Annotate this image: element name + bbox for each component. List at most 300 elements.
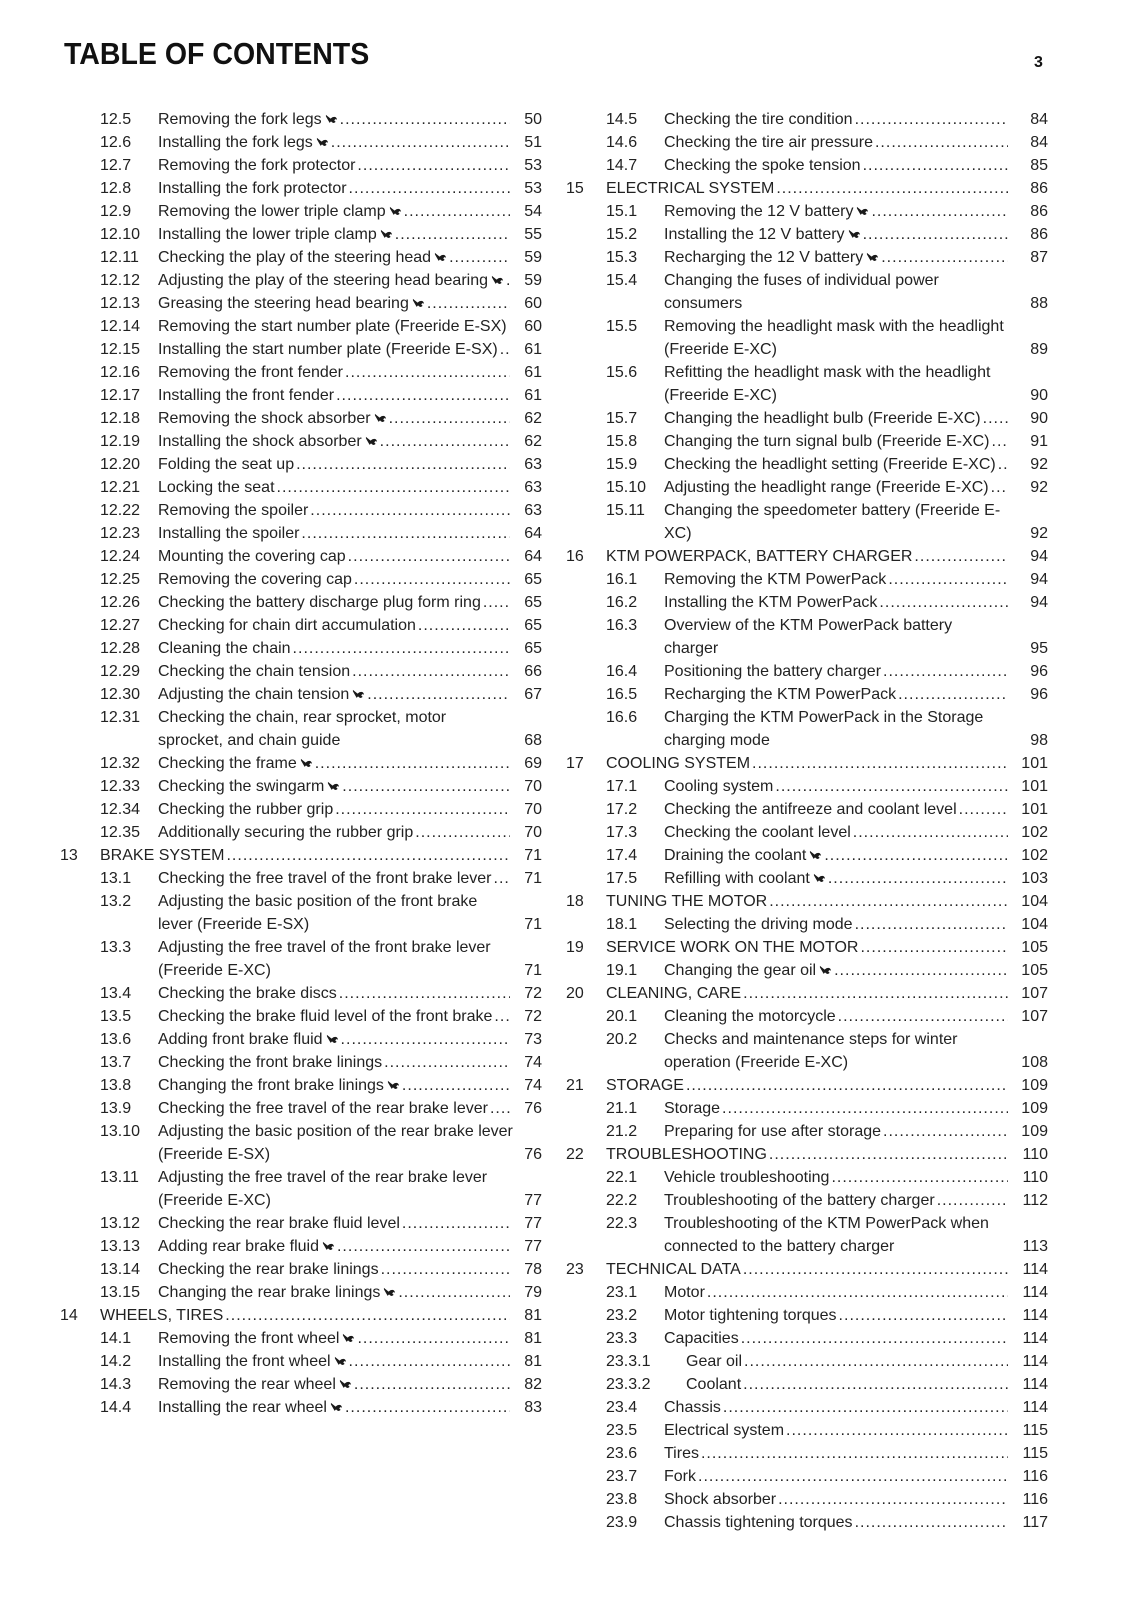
section-title: Fork	[664, 1468, 696, 1485]
toc-entry[interactable]	[566, 1396, 1048, 1419]
page-number: 3	[1034, 54, 1043, 71]
section-title: Checking the chain, rear sprocket, motor sprocket, and chain guide	[158, 709, 447, 749]
toc-entry[interactable]	[60, 1120, 542, 1166]
page-ref: 70	[524, 801, 542, 818]
toc-entry[interactable]	[566, 1304, 1048, 1327]
toc-entry[interactable]	[566, 430, 1048, 453]
section-title: Installing the front wheel	[158, 1350, 347, 1373]
wrench-icon	[380, 224, 393, 236]
section-title: Recharging the KTM PowerPack	[664, 686, 897, 703]
wrench-icon	[809, 845, 822, 857]
section-title: Removing the rear wheel	[158, 1373, 352, 1396]
section-title: Refitting the headlight mask with the headlight (Freeride E-XC)	[664, 364, 991, 404]
page-ref: 109	[1021, 1100, 1048, 1117]
toc-entry[interactable]	[566, 1511, 1048, 1534]
toc-entry[interactable]	[566, 154, 1048, 177]
dot-leader	[345, 361, 510, 384]
dot-leader	[341, 1028, 510, 1051]
section-number: 13.5	[100, 1008, 132, 1025]
section-number: 12.30	[100, 686, 141, 703]
dot-leader	[357, 154, 510, 177]
toc-entry[interactable]	[60, 292, 542, 315]
toc-entry[interactable]	[60, 1051, 542, 1074]
section-number: 23.7	[606, 1468, 638, 1485]
toc-entry[interactable]	[60, 200, 542, 223]
section-title: Removing the front wheel	[158, 1327, 355, 1350]
dot-leader	[490, 1097, 510, 1120]
section-number: 13.2	[100, 893, 132, 910]
toc-entry[interactable]	[60, 660, 542, 683]
toc-entry[interactable]	[60, 246, 542, 269]
section-title: Checking the rubber grip	[158, 801, 334, 818]
toc-entry[interactable]	[60, 177, 542, 200]
page-ref: 77	[524, 1238, 542, 1255]
dot-leader	[354, 568, 510, 591]
toc-entry[interactable]	[566, 844, 1048, 867]
page-ref: 65	[524, 594, 542, 611]
section-number: 19	[566, 939, 584, 956]
toc-entry[interactable]	[566, 1097, 1048, 1120]
page-ref: 70	[524, 824, 542, 841]
section-title: WHEELS, TIRES	[100, 1307, 224, 1324]
toc-entry[interactable]	[60, 1005, 542, 1028]
dot-leader	[824, 844, 1008, 867]
page-ref: 109	[1021, 1123, 1048, 1140]
page-ref: 88	[1030, 295, 1048, 312]
page-ref: 61	[524, 387, 542, 404]
toc-entry[interactable]	[566, 660, 1048, 683]
toc-entry[interactable]	[60, 1028, 542, 1051]
wrench-icon	[330, 1397, 343, 1409]
toc-entry[interactable]	[60, 361, 542, 384]
page-ref: 105	[1021, 939, 1048, 956]
toc-entry[interactable]	[566, 476, 1048, 499]
wrench-icon	[819, 960, 832, 972]
section-title: Changing the rear brake linings	[158, 1281, 396, 1304]
toc-entry[interactable]	[566, 568, 1048, 591]
dot-leader	[701, 1442, 1008, 1465]
dot-leader	[404, 200, 510, 223]
dot-leader	[335, 798, 510, 821]
wrench-icon	[342, 1328, 355, 1340]
section-title: Checking the front brake linings	[158, 1054, 383, 1071]
toc-entry[interactable]	[60, 338, 542, 361]
page-ref: 86	[1030, 180, 1048, 197]
section-number: 12.12	[100, 272, 141, 289]
page-ref: 81	[524, 1353, 542, 1370]
dot-leader	[398, 1281, 510, 1304]
toc-entry[interactable]	[60, 982, 542, 1005]
toc-entry[interactable]	[566, 499, 1048, 545]
section-number: 13.9	[100, 1100, 132, 1117]
toc-entry[interactable]	[566, 269, 1048, 315]
section-number: 13.3	[100, 939, 132, 956]
toc-entry[interactable]	[60, 1235, 542, 1258]
toc-entry[interactable]	[566, 131, 1048, 154]
toc-entry[interactable]	[566, 775, 1048, 798]
toc-entry[interactable]	[60, 545, 542, 568]
toc-entry[interactable]	[60, 1327, 542, 1350]
section-title: Troubleshooting of the battery charger	[664, 1192, 935, 1209]
page-ref: 102	[1021, 847, 1048, 864]
toc-entry[interactable]	[566, 706, 1048, 752]
toc-entry[interactable]	[60, 154, 542, 177]
section-title: Checking the free travel of the front brake lever	[158, 870, 492, 887]
toc-entry[interactable]	[566, 1166, 1048, 1189]
wrench-icon	[389, 201, 402, 213]
section-number: 23	[566, 1261, 584, 1278]
toc-entry[interactable]	[566, 246, 1048, 269]
section-title: Checking the tire air pressure	[664, 134, 873, 151]
toc-entry[interactable]	[60, 1281, 542, 1304]
section-number: 16.1	[606, 571, 638, 588]
section-number: 13.8	[100, 1077, 132, 1094]
dot-leader	[506, 269, 510, 292]
toc-entry[interactable]	[566, 1281, 1048, 1304]
wrench-icon	[300, 753, 313, 765]
wrench-icon	[322, 1236, 335, 1248]
dot-leader	[914, 545, 1008, 568]
dot-leader	[863, 154, 1008, 177]
toc-entry[interactable]	[566, 1373, 1048, 1396]
section-title: Adjusting the basic position of the rear brake lever (Freeride E-SX)	[158, 1123, 513, 1163]
section-title: STORAGE	[606, 1077, 684, 1094]
toc-chapter[interactable]	[60, 844, 542, 867]
section-title: Checking the spoke tension	[664, 157, 861, 174]
section-number: 20.1	[606, 1008, 638, 1025]
section-title: Adding front brake fluid	[158, 1028, 339, 1051]
dot-leader	[277, 476, 510, 499]
section-title: Checking the brake discs	[158, 985, 337, 1002]
toc-entry[interactable]	[60, 1396, 542, 1419]
page-ref: 62	[524, 433, 542, 450]
toc-entry[interactable]	[566, 1212, 1048, 1258]
toc-entry[interactable]	[60, 752, 542, 775]
toc-chapter[interactable]	[566, 177, 1048, 200]
section-title: Checking the rear brake linings	[158, 1261, 379, 1278]
toc-entry[interactable]	[60, 1097, 542, 1120]
toc-chapter[interactable]	[566, 936, 1048, 959]
toc-entry[interactable]	[566, 1028, 1048, 1074]
wrench-icon	[316, 132, 329, 144]
section-title: TUNING THE MOTOR	[606, 893, 768, 910]
section-number: 23.3	[606, 1330, 638, 1347]
section-title: Motor	[664, 1284, 705, 1301]
section-number: 12.22	[100, 502, 141, 519]
toc-entry[interactable]	[60, 499, 542, 522]
section-title: Changing the fuses of individual power consumers	[664, 272, 939, 312]
dot-leader	[354, 1373, 510, 1396]
section-number: 17	[566, 755, 584, 772]
page-ref: 114	[1022, 1307, 1048, 1324]
dot-leader	[357, 1327, 510, 1350]
toc-entry[interactable]	[60, 1074, 542, 1097]
toc-entry[interactable]	[566, 867, 1048, 890]
section-title: Checking the headlight setting (Freeride E-XC)	[664, 456, 996, 473]
dot-leader	[743, 1258, 1008, 1281]
toc-entry[interactable]	[60, 1166, 542, 1212]
dot-leader	[723, 1396, 1008, 1419]
toc-entry[interactable]	[566, 1350, 1048, 1373]
dot-leader	[367, 683, 510, 706]
section-title: Adding rear brake fluid	[158, 1235, 335, 1258]
page-ref: 90	[1030, 387, 1048, 404]
page-ref: 72	[524, 985, 542, 1002]
section-number: 12.26	[100, 594, 141, 611]
dot-leader	[698, 1465, 1008, 1488]
section-title: Greasing the steering head bearing	[158, 292, 425, 315]
page-ref: 92	[1030, 456, 1048, 473]
wrench-icon	[365, 431, 378, 443]
section-number: 23.4	[606, 1399, 638, 1416]
toc-entry[interactable]	[566, 407, 1048, 430]
dot-leader	[875, 131, 1008, 154]
dot-leader	[839, 1304, 1008, 1327]
section-title: Chassis	[664, 1399, 721, 1416]
toc-entry[interactable]	[60, 1350, 542, 1373]
page-ref: 50	[524, 111, 542, 128]
dot-leader	[834, 959, 1008, 982]
section-title: Troubleshooting of the KTM PowerPack when connected to the battery charger	[664, 1215, 989, 1255]
dot-leader	[983, 407, 1008, 430]
section-number: 13.6	[100, 1031, 132, 1048]
toc-entry[interactable]	[60, 1212, 542, 1235]
toc-entry[interactable]	[60, 821, 542, 844]
dot-leader	[331, 131, 510, 154]
toc-entry[interactable]	[60, 453, 542, 476]
toc-entry[interactable]	[566, 1442, 1048, 1465]
page-ref: 103	[1021, 870, 1048, 887]
section-title: Mounting the covering cap	[158, 548, 346, 565]
dot-leader	[998, 453, 1008, 476]
section-title: COOLING SYSTEM	[606, 755, 751, 772]
section-title: KTM POWERPACK, BATTERY CHARGER	[606, 548, 913, 565]
section-title: Installing the KTM PowerPack	[664, 594, 878, 611]
toc-entry[interactable]	[566, 1005, 1048, 1028]
section-title: Removing the fork protector	[158, 157, 356, 174]
page-ref: 73	[524, 1031, 542, 1048]
section-number: 23.1	[606, 1284, 638, 1301]
toc-entry[interactable]	[566, 591, 1048, 614]
section-number: 15.8	[606, 433, 638, 450]
dot-leader	[483, 591, 510, 614]
page-ref: 67	[524, 686, 542, 703]
toc-entry[interactable]	[60, 522, 542, 545]
section-number: 16.2	[606, 594, 638, 611]
section-number: 19.1	[606, 962, 638, 979]
toc-entry[interactable]	[566, 1465, 1048, 1488]
page-ref: 101	[1021, 755, 1048, 772]
section-title: Adjusting the play of the steering head bearing	[158, 269, 504, 292]
section-title: Additionally securing the rubber grip	[158, 824, 414, 841]
section-title: Storage	[664, 1100, 721, 1117]
toc-chapter[interactable]	[60, 1304, 542, 1327]
page-ref: 116	[1022, 1468, 1048, 1485]
section-title: Adjusting the basic position of the front brake lever (Freeride E-SX)	[158, 893, 478, 933]
page-ref: 94	[1030, 571, 1048, 588]
section-number: 12.33	[100, 778, 141, 795]
toc-entry[interactable]	[60, 315, 542, 338]
page-ref: 83	[524, 1399, 542, 1416]
page-ref: 79	[524, 1284, 542, 1301]
page-ref: 114	[1022, 1261, 1048, 1278]
dot-leader	[349, 177, 510, 200]
section-title: Installing the shock absorber	[158, 430, 378, 453]
toc-entry[interactable]	[60, 430, 542, 453]
dot-leader	[883, 660, 1008, 683]
dot-leader	[336, 384, 510, 407]
dot-leader	[769, 1143, 1008, 1166]
page-ref: 63	[524, 502, 542, 519]
page-ref: 71	[524, 916, 542, 933]
section-number: 15.11	[606, 502, 645, 519]
section-number: 12.23	[100, 525, 141, 542]
toc-entry[interactable]	[566, 959, 1048, 982]
dot-leader	[863, 223, 1008, 246]
section-title: Recharging the 12 V battery	[664, 246, 879, 269]
toc-entry[interactable]	[60, 407, 542, 430]
section-number: 12.25	[100, 571, 141, 588]
toc-entry[interactable]	[60, 1258, 542, 1281]
dot-leader	[775, 775, 1008, 798]
toc-chapter[interactable]	[566, 982, 1048, 1005]
page-ref: 76	[524, 1100, 542, 1117]
toc-entry[interactable]	[60, 384, 542, 407]
toc-chapter[interactable]	[566, 1074, 1048, 1097]
toc-chapter[interactable]	[566, 1143, 1048, 1166]
section-number: 12.11	[100, 249, 139, 266]
toc-entry[interactable]	[566, 315, 1048, 361]
page-ref: 90	[1030, 410, 1048, 427]
section-title: Cleaning the motorcycle	[664, 1008, 836, 1025]
wrench-icon	[327, 776, 340, 788]
toc-entry[interactable]	[60, 269, 542, 292]
dot-leader	[296, 453, 510, 476]
page-ref: 63	[524, 479, 542, 496]
toc-entry[interactable]	[60, 614, 542, 637]
toc-entry[interactable]	[60, 131, 542, 154]
toc-entry[interactable]	[566, 108, 1048, 131]
toc-entry[interactable]	[60, 890, 542, 936]
toc-entry[interactable]	[60, 706, 542, 752]
toc-entry[interactable]	[566, 683, 1048, 706]
toc-entry[interactable]	[566, 798, 1048, 821]
section-title: Checking the tire condition	[664, 111, 853, 128]
wrench-icon	[434, 247, 447, 259]
toc-entry[interactable]	[566, 614, 1048, 660]
dot-leader	[418, 614, 510, 637]
page-ref: 84	[1030, 111, 1048, 128]
section-title: Positioning the battery charger	[664, 663, 882, 680]
toc-entry[interactable]	[60, 637, 542, 660]
toc-chapter[interactable]	[566, 890, 1048, 913]
section-title: Installing the lower triple clamp	[158, 223, 393, 246]
section-number: 15.6	[606, 364, 638, 381]
section-number: 13.14	[100, 1261, 141, 1278]
toc-entry[interactable]	[566, 1488, 1048, 1511]
section-number: 16.3	[606, 617, 638, 634]
section-title: Coolant	[686, 1376, 742, 1393]
toc-entry[interactable]	[566, 1189, 1048, 1212]
section-title: Installing the spoiler	[158, 525, 300, 542]
section-number: 14.7	[606, 157, 638, 174]
toc-entry[interactable]	[566, 223, 1048, 246]
section-number: 14.3	[100, 1376, 132, 1393]
toc-entry[interactable]	[60, 476, 542, 499]
dot-leader	[853, 821, 1008, 844]
page-ref: 59	[524, 272, 542, 289]
dot-leader	[879, 591, 1008, 614]
dot-leader	[828, 867, 1008, 890]
section-number: 12.14	[100, 318, 141, 335]
toc-entry[interactable]	[566, 913, 1048, 936]
toc-chapter[interactable]	[566, 752, 1048, 775]
section-number: 23.6	[606, 1445, 638, 1462]
toc-entry[interactable]	[60, 223, 542, 246]
toc-entry[interactable]	[60, 775, 542, 798]
toc-entry[interactable]	[60, 591, 542, 614]
page-ref: 109	[1021, 1077, 1048, 1094]
page-ref: 116	[1022, 1491, 1048, 1508]
page-ref: 104	[1021, 916, 1048, 933]
toc-entry[interactable]	[60, 568, 542, 591]
section-number: 12.35	[100, 824, 141, 841]
toc-entry[interactable]	[566, 1419, 1048, 1442]
section-number: 14.4	[100, 1399, 132, 1416]
toc-entry[interactable]	[60, 683, 542, 706]
section-number: 12.13	[100, 295, 141, 312]
page-ref: 61	[524, 341, 542, 358]
page-ref: 87	[1030, 249, 1048, 266]
toc-entry[interactable]	[566, 361, 1048, 407]
section-title: Overview of the KTM PowerPack battery charger	[664, 617, 953, 657]
section-number: 15.3	[606, 249, 638, 266]
page-ref: 65	[524, 640, 542, 657]
section-number: 14.2	[100, 1353, 132, 1370]
dot-leader	[509, 315, 510, 338]
section-number: 17.5	[606, 870, 638, 887]
toc-entry[interactable]	[60, 936, 542, 982]
dot-leader	[225, 1304, 510, 1327]
toc-entry[interactable]	[566, 200, 1048, 223]
toc-entry[interactable]	[60, 108, 542, 131]
wrench-icon	[339, 1374, 352, 1386]
page-ref: 101	[1021, 801, 1048, 818]
section-number: 13.15	[100, 1284, 141, 1301]
page-ref: 114	[1022, 1399, 1048, 1416]
page-ref: 92	[1030, 479, 1048, 496]
section-number: 12.10	[100, 226, 141, 243]
toc-entry[interactable]	[566, 821, 1048, 844]
toc-chapter[interactable]	[566, 545, 1048, 568]
dot-leader	[744, 1350, 1008, 1373]
toc-entry[interactable]	[60, 867, 542, 890]
section-title: Installing the rear wheel	[158, 1396, 343, 1419]
dot-leader	[707, 1281, 1008, 1304]
toc-chapter[interactable]	[566, 1258, 1048, 1281]
page-ref: 55	[524, 226, 542, 243]
toc-entry[interactable]	[60, 798, 542, 821]
toc-entry[interactable]	[566, 1120, 1048, 1143]
section-title: Checking the antifreeze and coolant level	[664, 801, 957, 818]
toc-entry[interactable]	[566, 453, 1048, 476]
section-title: Removing the spoiler	[158, 502, 309, 519]
section-title: TECHNICAL DATA	[606, 1261, 741, 1278]
section-number: 15.7	[606, 410, 638, 427]
toc-entry[interactable]	[566, 1327, 1048, 1350]
dot-leader	[776, 177, 1008, 200]
toc-entry[interactable]	[60, 1373, 542, 1396]
